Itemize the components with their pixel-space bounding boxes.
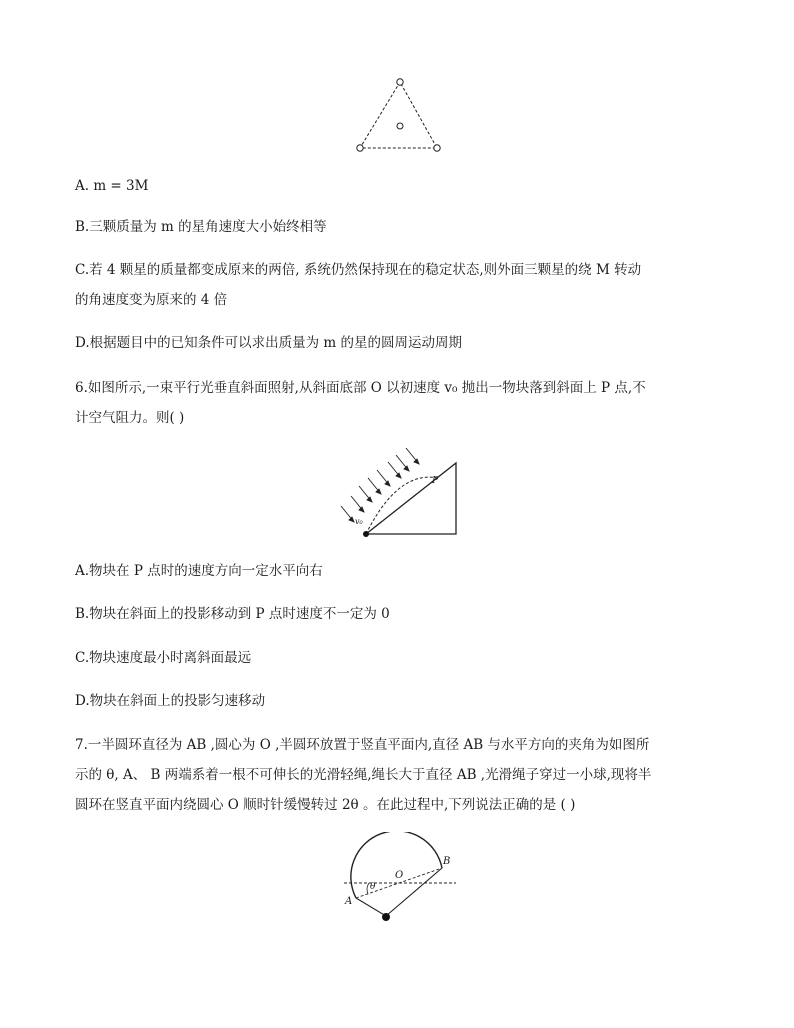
label-a: A xyxy=(345,896,353,907)
label-o: O xyxy=(395,870,404,881)
label-v0: v₀ xyxy=(355,517,363,526)
launch-point xyxy=(363,531,369,537)
q5-option-c-line2: 的角速度变为原来的 4 倍 xyxy=(75,292,228,308)
q6-option-a: A.物块在 P 点时的速度方向一定水平向右 xyxy=(75,563,323,579)
incline-projectile-figure xyxy=(336,448,466,540)
top-star xyxy=(397,79,403,85)
q6-stem-line1: 6.如图所示,一束平行光垂直斜面照射,从斜面底部 O 以初速度 v₀ 抛出一物块落到斜面上 P 点,不 xyxy=(75,380,646,396)
ball xyxy=(382,913,390,921)
q6-stem-line2: 计空气阻力。则( ) xyxy=(75,410,185,426)
center-star xyxy=(397,123,403,129)
q6-option-b: B.物块在斜面上的投影移动到 P 点时速度不一定为 0 xyxy=(75,606,390,622)
q7-stem-line3: 圆环在竖直平面内绕圆心 O 顺时针缓慢转过 2θ 。在此过程中,下列说法正确的是 ( ) xyxy=(75,797,576,813)
q5-option-c-line1: C.若 4 颗星的质量都变成原来的两倍, 系统仍然保持现在的稳定状态,则外面三颗星的绕 M 转动 xyxy=(75,262,642,278)
semicircle-ring-figure xyxy=(340,832,460,924)
label-b: B xyxy=(443,856,451,867)
q7-stem-line2: 示的 θ, A、 B 两端系着一根不可伸长的光滑轻绳,绳长大于直径 AB ,光滑绳子穿过一小球,现将半 xyxy=(75,767,652,783)
triangle-star-figure xyxy=(350,74,450,156)
q6-option-d: D.物块在斜面上的投影匀速移动 xyxy=(75,693,266,709)
q5-option-d: D.根据题目中的已知条件可以求出质量为 m 的星的圆周运动周期 xyxy=(75,335,463,351)
label-theta: θ xyxy=(370,882,376,892)
label-p: P xyxy=(432,476,439,486)
q5-option-a: A. m = 3M xyxy=(75,178,149,194)
q5-option-b: B.三颗质量为 m 的星角速度大小始终相等 xyxy=(75,219,327,235)
right-star xyxy=(434,145,440,151)
q7-stem-line1: 7.一半圆环直径为 AB ,圆心为 O ,半圆环放置于竖直平面内,直径 AB 与水平方向的夹角为如图所 xyxy=(75,737,650,753)
q6-option-c: C.物块速度最小时离斜面最远 xyxy=(75,650,252,666)
left-star xyxy=(357,145,363,151)
